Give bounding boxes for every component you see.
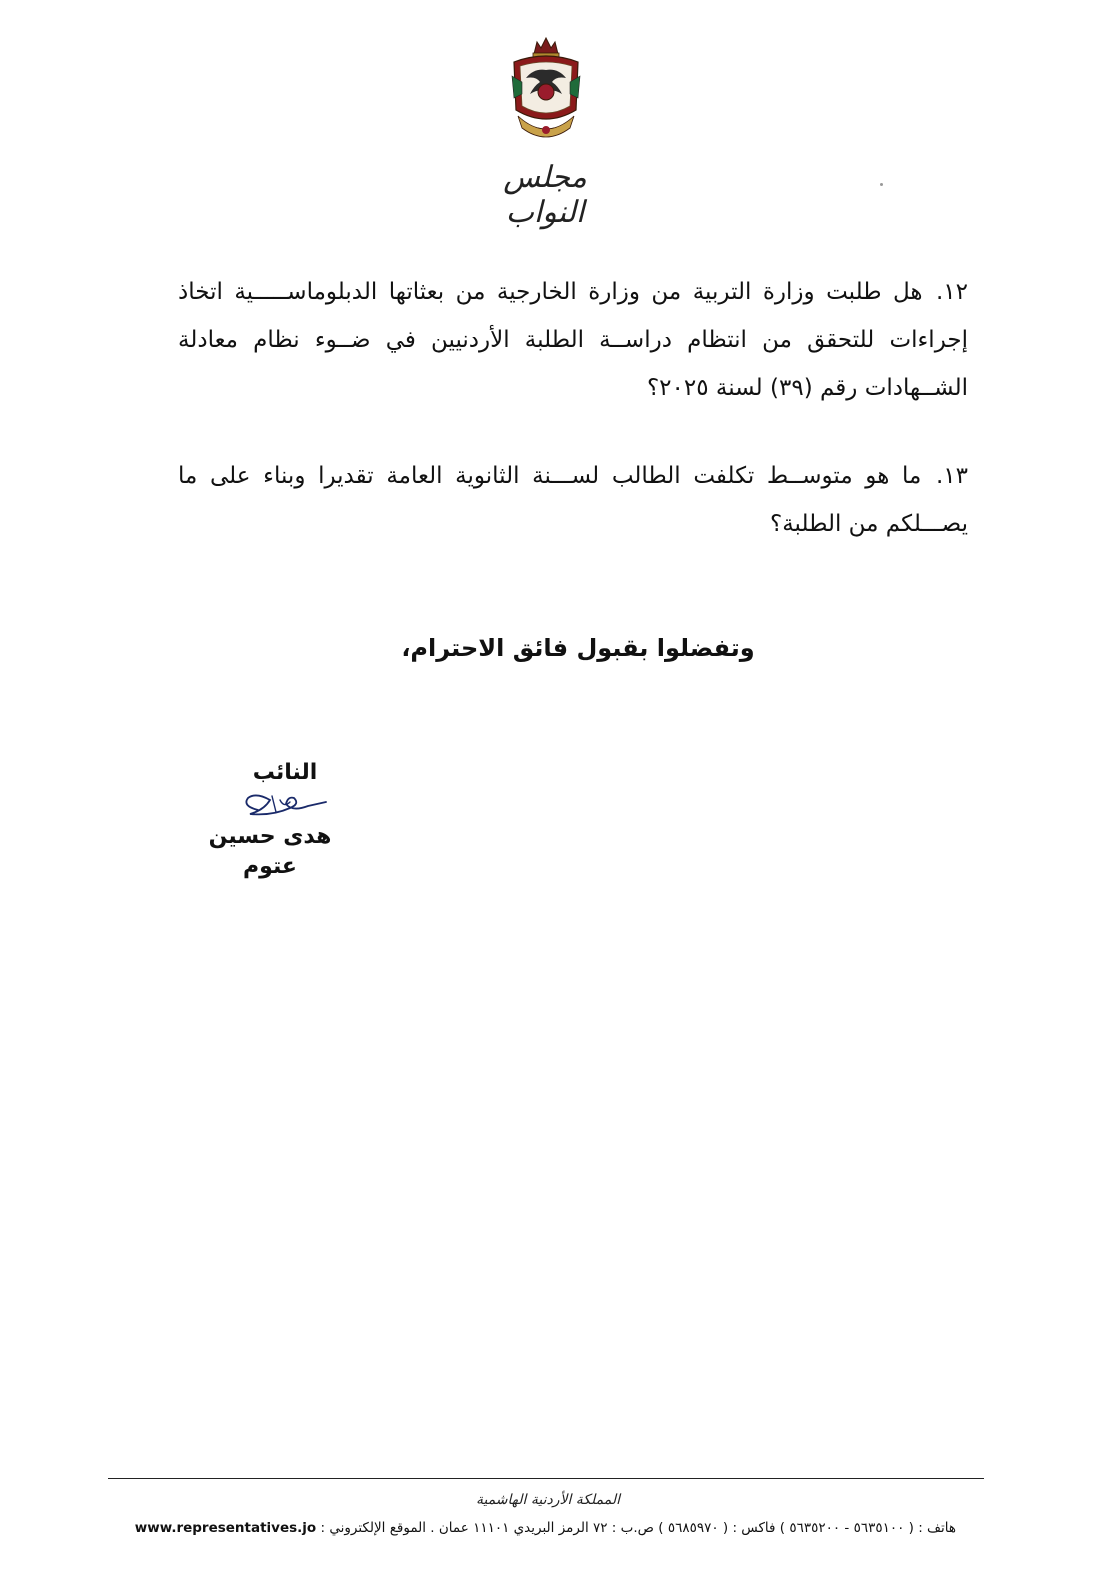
coat-of-arms-icon [504, 32, 588, 148]
question-text: هل طلبت وزارة التربية من وزارة الخارجية من بعثاتها الدبلوماســـــية اتخاذ إجراءات للتحقق من انتظام دراســة الطلبة الأردنيين في ضــوء نظام معادلة الشــهادات رقم (٣٩) لسنة ٢٠٢٥؟ [178, 279, 968, 401]
closing-text: وتفضلوا بقبول فائق الاحترام، [401, 634, 755, 662]
closing-line [0, 634, 1096, 662]
council-name: مجلس النواب [503, 160, 587, 230]
footer-kingdom-name: المملكة الأردنية الهاشمية [475, 1492, 621, 1508]
signature-block [180, 758, 360, 882]
handwritten-signature-icon [220, 788, 330, 822]
footer-website-link[interactable]: www.representatives.jo [134, 1520, 317, 1536]
footer-contact-details: هاتف : ( ٥٦٣٥١٠٠ - ٥٦٣٥٢٠٠ ) فاكس : ( ٥٦٨٥٩٧٠ ) ص.ب : ٧٢ الرمز البريدي ١١١٠١ عمان . الموقع الإلكتروني : [320, 1520, 956, 1536]
footer-contact-line [135, 1520, 956, 1536]
question-text: ما هو متوســط تكلفت الطالب لســـنة الثانوية العامة تقديرا وبناء على ما يصـــلكم من الطلبة؟ [178, 463, 968, 537]
scan-speck [880, 183, 883, 186]
signatory-name: هدى حسين عتوم [208, 824, 332, 879]
footer-divider [108, 1478, 984, 1479]
question-number: ١٣. [935, 463, 968, 489]
question-13 [178, 452, 968, 548]
question-12 [178, 268, 968, 412]
question-number: ١٢. [935, 279, 968, 305]
signatory-title: النائب [252, 760, 318, 785]
